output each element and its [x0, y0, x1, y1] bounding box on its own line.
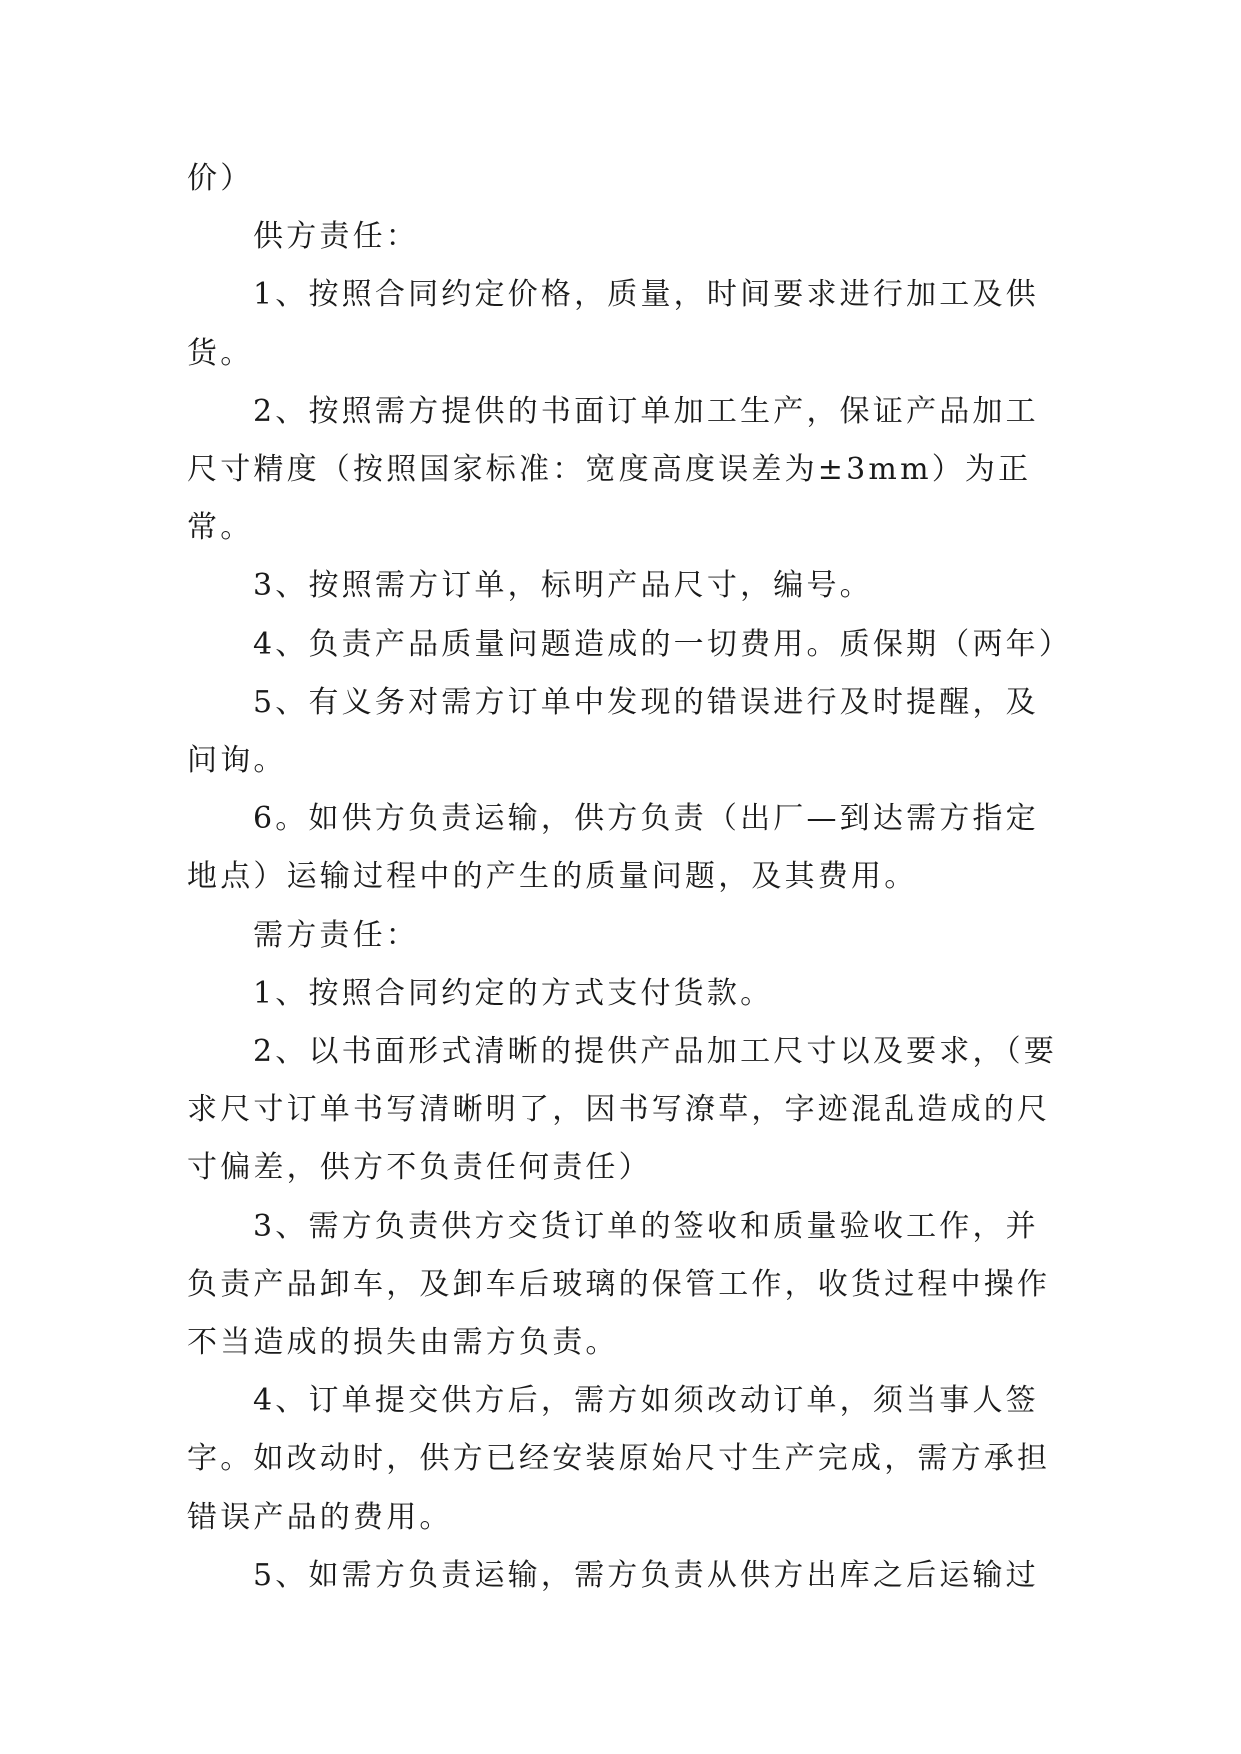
- buyer-clause-2: 2、以书面形式清晰的提供产品加工尺寸以及要求，（要求尺寸订单书写清晰明了，因书写潦草，字迹混乱造成的尺寸偏差，供方不负责任何责任）: [187, 1034, 1058, 1186]
- buyer-clause-1: 1、按照合同约定的方式支付货款。: [253, 975, 774, 1011]
- buyer-clause-3: 3、需方负责供方交货订单的签收和质量验收工作，并负责产品卸车，及卸车后玻璃的保管工作，收货过程中操作不当造成的损失由需方负责。: [187, 1208, 1051, 1361]
- buyer-clause-5: 5、如需方负责运输，需方负责从供方出库之后运输过: [253, 1557, 1039, 1593]
- supplier-clause-3: 3、按照需方订单，标明产品尺寸，编号。: [253, 568, 873, 604]
- paragraph-continuation: 价）: [187, 161, 254, 196]
- buyer-clause-4: 4、订单提交供方后，需方如须改动订单，须当事人签字。如改动时，供方已经安装原始尺寸生产完成，需方承担错误产品的费用。: [187, 1383, 1051, 1535]
- section-heading-buyer: 需方责任：: [253, 917, 419, 953]
- section-heading-supplier: 供方责任：: [253, 219, 419, 255]
- supplier-clause-4: 4、负责产品质量问题造成的一切费用。质保期（两年）: [253, 626, 1073, 662]
- supplier-clause-6: 6。如供方负责运输，供方负责（出厂—到达需方指定地点）运输过程中的产生的质量问题，及其费用。: [187, 801, 1039, 895]
- supplier-clause-1: 1、按照合同约定价格，质量，时间要求进行加工及供货。: [187, 277, 1039, 371]
- supplier-clause-2: 2、按照需方提供的书面订单加工生产，保证产品加工尺寸精度（按照国家标准：宽度高度误差为±3mm）为正常。: [187, 393, 1039, 546]
- supplier-clause-5: 5、有义务对需方订单中发现的错误进行及时提醒，及问询。: [187, 684, 1039, 779]
- document-body: [187, 150, 1073, 1605]
